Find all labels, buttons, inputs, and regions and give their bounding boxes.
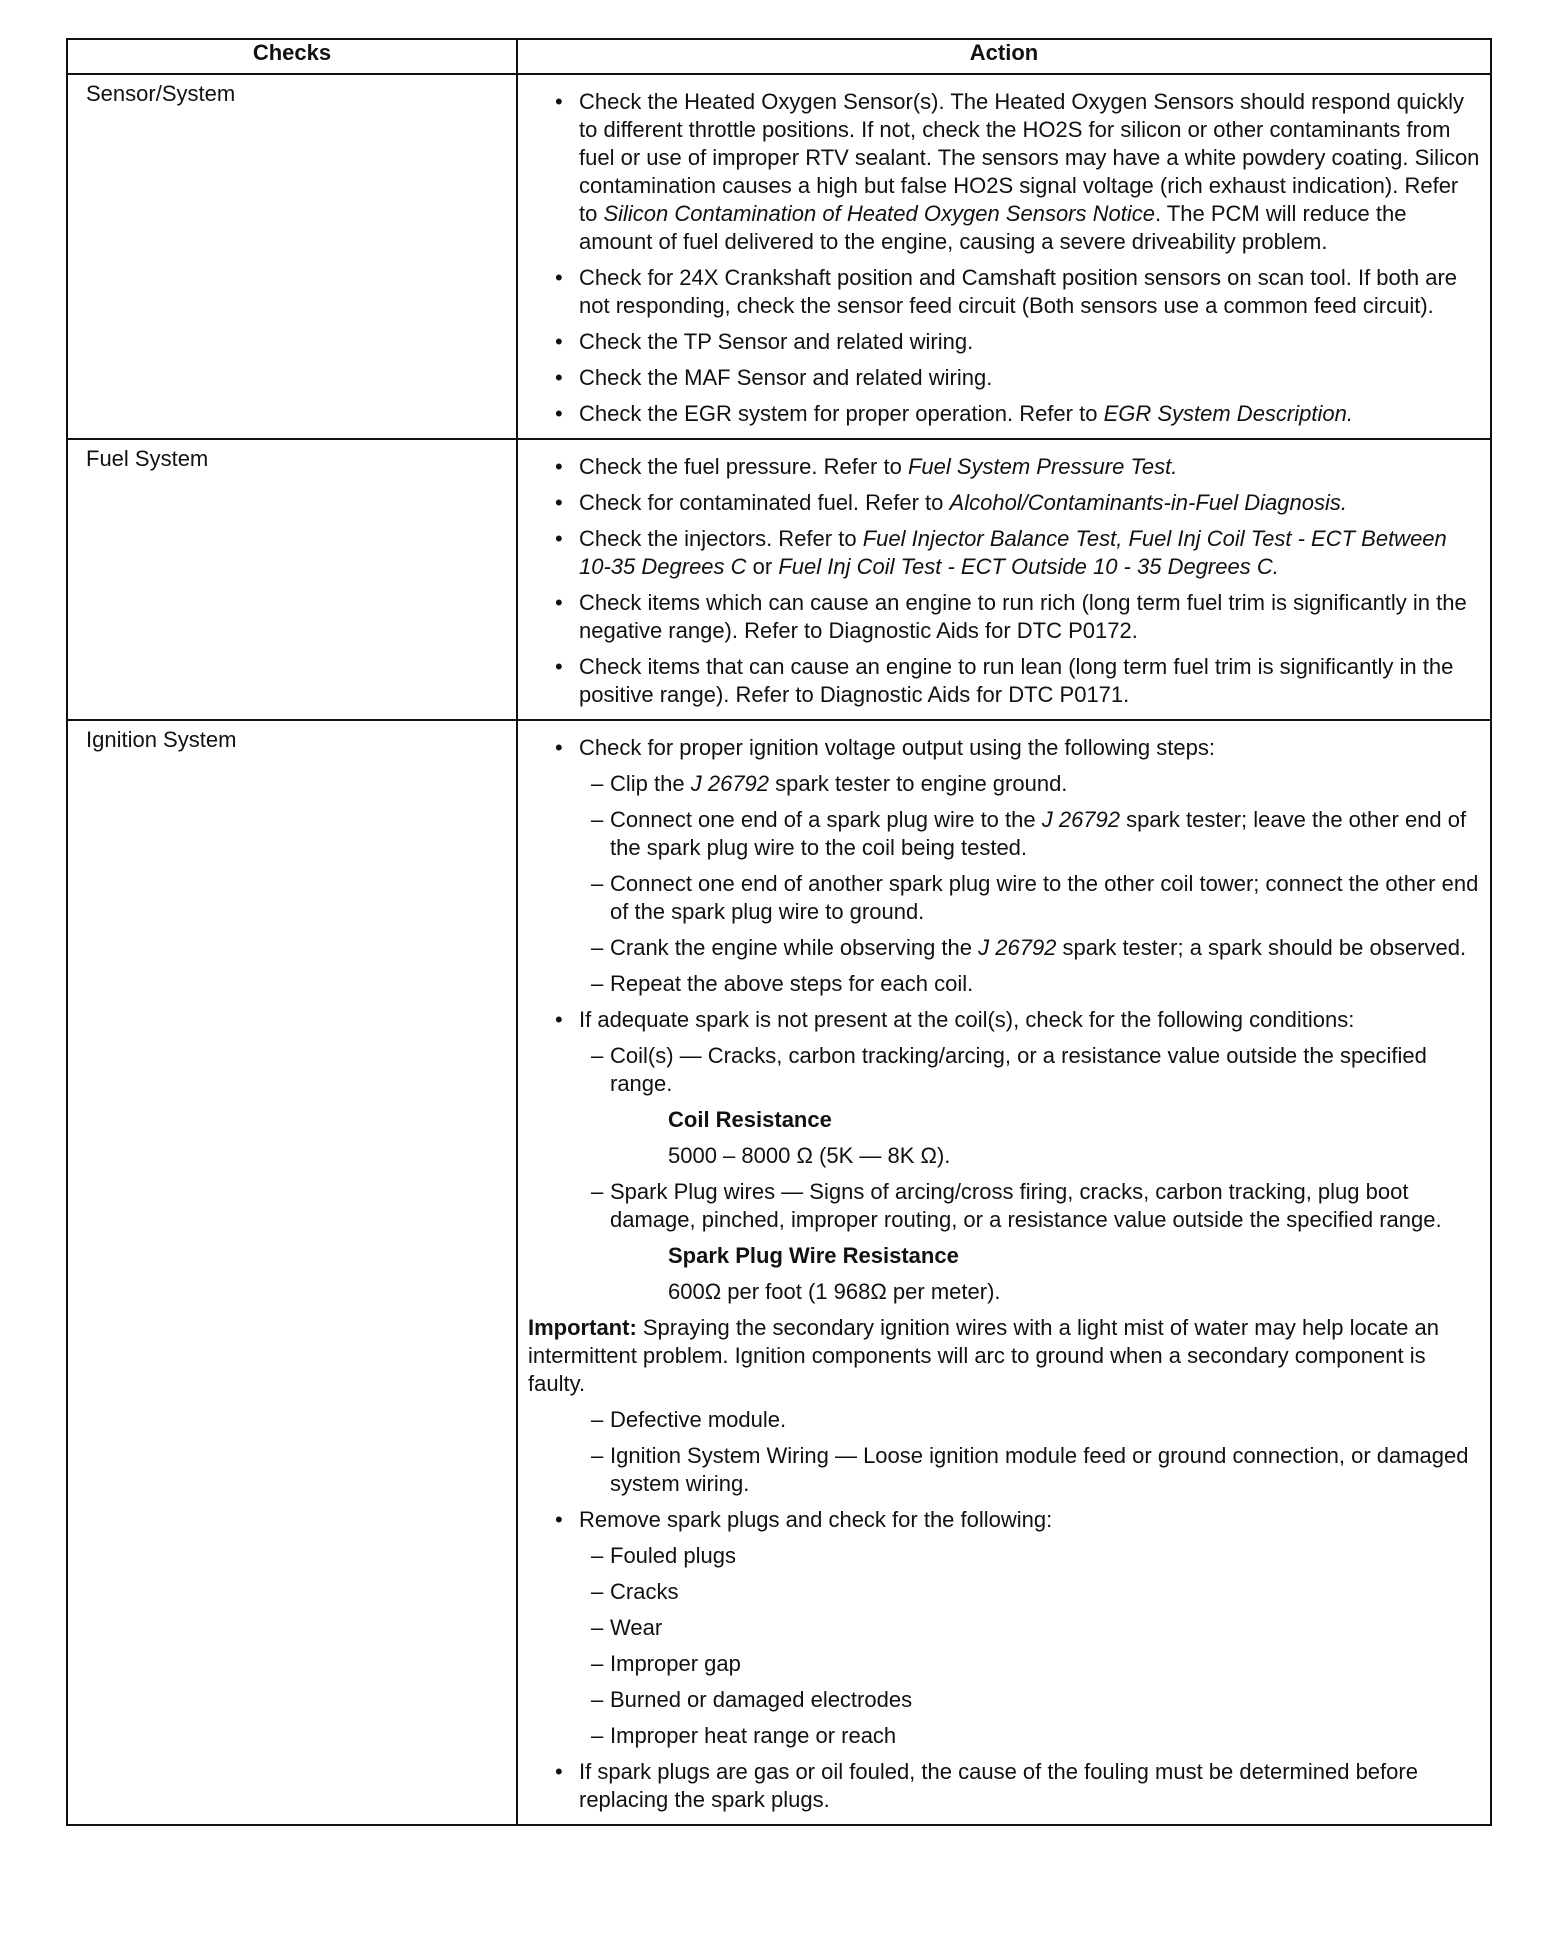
action-item	[528, 88, 1482, 256]
reference-link: Alcohol/Contaminants-in-Fuel Diagnosis.	[949, 490, 1347, 515]
sub-step	[528, 1722, 1482, 1750]
check-cell	[67, 720, 517, 1825]
check-cell	[67, 439, 517, 720]
reference-link: J 26792	[978, 935, 1057, 960]
header-row	[67, 39, 1491, 74]
sub-step	[528, 970, 1482, 998]
item-text: Check the TP Sensor and related wiring.	[579, 329, 974, 354]
action-item	[528, 400, 1482, 428]
item-text: Defective module.	[610, 1407, 787, 1432]
sub-step	[528, 1614, 1482, 1642]
sub-step	[528, 806, 1482, 862]
action-cell	[517, 720, 1491, 1825]
reference-link: Silicon Contamination of Heated Oxygen Sensors Notice	[603, 201, 1155, 226]
item-text: . The PCM will reduce the amount of fuel delivered to the engine, causing a severe driveability problem.	[579, 201, 1407, 254]
item-text: Ignition System Wiring — Loose ignition module feed or ground connection, or damaged system wiring.	[610, 1443, 1469, 1496]
item-text: spark tester; leave the other end of the spark plug wire to the coil being tested.	[610, 807, 1467, 860]
item-text: 600Ω per foot (1 968Ω per meter).	[668, 1279, 1001, 1304]
action-cell	[517, 439, 1491, 720]
reference-link: Fuel System Pressure Test.	[907, 454, 1178, 479]
item-text: or	[746, 554, 779, 579]
item-text: Coil Resistance	[668, 1107, 832, 1132]
header-checks: Checks	[67, 39, 517, 74]
check-name: Ignition System	[86, 727, 237, 752]
important-label: Important:	[528, 1315, 637, 1340]
check-name: Fuel System	[86, 446, 209, 471]
action-list	[518, 75, 1490, 438]
item-text: Burned or damaged electrodes	[610, 1687, 913, 1712]
header-action: Action	[517, 39, 1491, 74]
table-row	[67, 720, 1491, 1825]
reference-link: J 26792	[1041, 807, 1121, 832]
item-text: Cracks	[610, 1579, 679, 1604]
table-body	[67, 74, 1491, 1825]
item-text: Check the fuel pressure. Refer to	[579, 454, 908, 479]
item-text: Connect one end of a spark plug wire to the	[610, 807, 1042, 832]
item-text: Spark Plug wires — Signs of arcing/cross firing, cracks, carbon tracking, plug boot damage, pinched, improper routing, or a resistance value outside the specified range.	[610, 1179, 1442, 1232]
spec-heading	[528, 1106, 1482, 1134]
item-text: Check the Heated Oxygen Sensor(s). The Heated Oxygen Sensors should respond quickly to different throttle positions. If not, check the HO2S for silicon or other contaminants from fuel or use of improper RTV sealant. The sensors may have a white powdery coating. Silicon contamination causes a high but false HO2S signal voltage (rich exhaust indication). Refer to	[579, 89, 1480, 226]
action-item	[528, 1506, 1482, 1534]
item-text: Check the MAF Sensor and related wiring.	[579, 365, 993, 390]
diagnostic-page	[66, 38, 1490, 1826]
action-cell	[517, 74, 1491, 439]
item-text: Fouled plugs	[610, 1543, 736, 1568]
item-text: Improper gap	[610, 1651, 741, 1676]
item-text: Crank the engine while observing the	[610, 935, 979, 960]
reference-link: Fuel Injector Balance Test, Fuel Inj Coil Test - ECT Between 10-35 Degrees C	[579, 526, 1447, 579]
table-row	[67, 74, 1491, 439]
item-text: If spark plugs are gas or oil fouled, the cause of the fouling must be determined before replacing the spark plugs.	[579, 1759, 1418, 1812]
action-item	[528, 1758, 1482, 1814]
item-text: Spark Plug Wire Resistance	[668, 1243, 959, 1268]
action-item	[528, 489, 1482, 517]
spec-value	[528, 1142, 1482, 1170]
item-text: Check the injectors. Refer to	[579, 526, 863, 551]
item-text: Improper heat range or reach	[610, 1723, 897, 1748]
action-item	[528, 1006, 1482, 1034]
item-text: Check for proper ignition voltage output using the following steps:	[579, 735, 1215, 760]
sub-step	[528, 1686, 1482, 1714]
sub-step	[528, 1042, 1482, 1098]
sub-step	[528, 1406, 1482, 1434]
check-name: Sensor/System	[86, 81, 236, 106]
sub-step	[528, 1542, 1482, 1570]
action-item	[528, 589, 1482, 645]
sub-step	[528, 770, 1482, 798]
item-text: Remove spark plugs and check for the following:	[579, 1507, 1053, 1532]
action-item	[528, 264, 1482, 320]
item-text: Check items that can cause an engine to run lean (long term fuel trim is significantly in the positive range). Refer to Diagnostic Aids for DTC P0171.	[579, 654, 1454, 707]
item-text: Check items which can cause an engine to run rich (long term fuel trim is significantly in the negative range). Refer to Diagnostic Aids for DTC P0172.	[579, 590, 1467, 643]
check-cell	[67, 74, 517, 439]
item-text: spark tester; a spark should be observed.	[1056, 935, 1467, 960]
action-item	[528, 453, 1482, 481]
reference-link: Fuel Inj Coil Test - ECT Outside 10 - 35 Degrees C.	[778, 554, 1279, 579]
action-item	[528, 328, 1482, 356]
item-text: Repeat the above steps for each coil.	[610, 971, 974, 996]
note-text: Spraying the secondary ignition wires with a light mist of water may help locate an intermittent problem. Ignition components will arc to ground when a secondary component is faulty.	[528, 1315, 1439, 1396]
action-list	[518, 440, 1490, 719]
sub-step	[528, 1650, 1482, 1678]
reference-link: EGR System Description.	[1103, 401, 1353, 426]
item-text: Coil(s) — Cracks, carbon tracking/arcing, or a resistance value outside the specified range.	[610, 1043, 1427, 1096]
spec-heading	[528, 1242, 1482, 1270]
action-item	[528, 364, 1482, 392]
item-text: Wear	[610, 1615, 663, 1640]
important-note	[528, 1314, 1482, 1398]
item-text: spark tester to engine ground.	[769, 771, 1068, 796]
action-item	[528, 525, 1482, 581]
item-text: Check for contaminated fuel. Refer to	[579, 490, 950, 515]
item-text: 5000 – 8000 Ω (5K — 8K Ω).	[668, 1143, 951, 1168]
item-text: If adequate spark is not present at the coil(s), check for the following conditions:	[579, 1007, 1355, 1032]
item-text: Check for 24X Crankshaft position and Camshaft position sensors on scan tool. If both are not responding, check the sensor feed circuit (Both sensors use a common feed circuit).	[579, 265, 1458, 318]
action-item	[528, 734, 1482, 762]
sub-step	[528, 1442, 1482, 1498]
diagnostic-table	[66, 38, 1492, 1826]
sub-step	[528, 870, 1482, 926]
sub-step	[528, 1578, 1482, 1606]
item-text: Check the EGR system for proper operation. Refer to	[579, 401, 1104, 426]
table-row	[67, 439, 1491, 720]
reference-link: J 26792	[690, 771, 770, 796]
spec-value	[528, 1278, 1482, 1306]
item-text: Connect one end of another spark plug wire to the other coil tower; connect the other end of the spark plug wire to ground.	[610, 871, 1479, 924]
sub-step	[528, 934, 1482, 962]
sub-step	[528, 1178, 1482, 1234]
action-list	[518, 721, 1490, 1824]
action-item	[528, 653, 1482, 709]
item-text: Clip the	[610, 771, 691, 796]
